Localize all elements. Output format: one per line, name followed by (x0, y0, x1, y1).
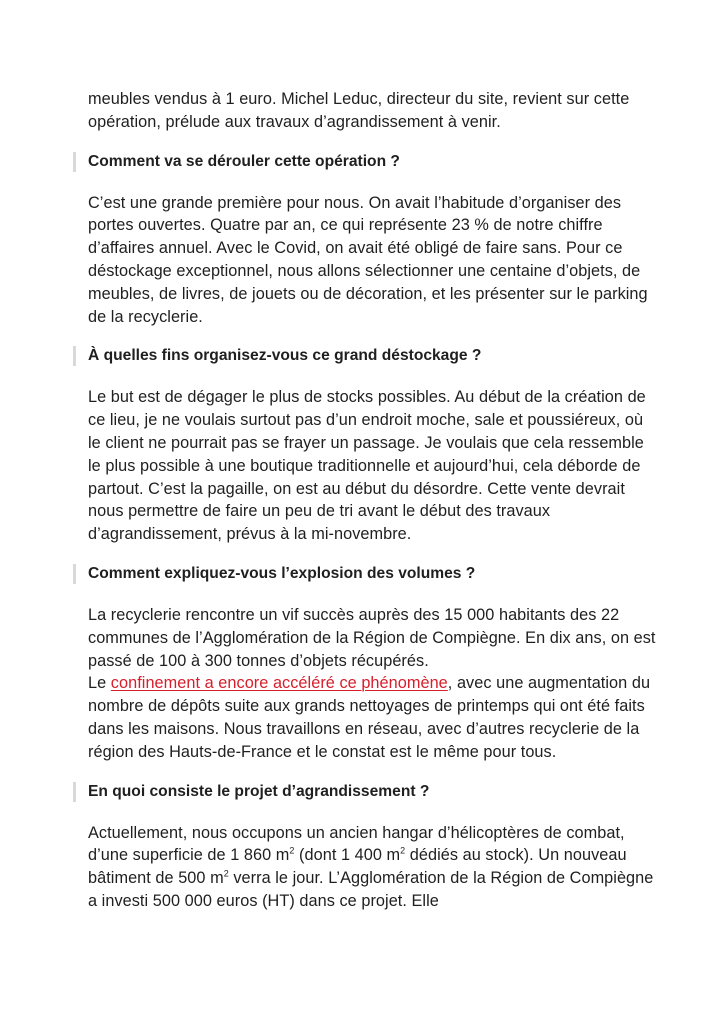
quote-bar (73, 564, 76, 584)
question-text: Comment expliquez-vous l’explosion des volumes ? (88, 564, 476, 582)
answer-text: (dont 1 400 m (294, 846, 401, 865)
answer-text: La recyclerie rencontre un vif succès auprès des 15 000 habitants des 22 communes de l’Agglomération de la Région de Compiègne. En dix ans, on est passé de 100 à 300 tonnes d’objets récupérés. (88, 605, 656, 670)
answer-text: Actuellement, nous occupons un ancien hangar d’hélicoptères de combat, d’une superficie de 1 860 m (88, 823, 625, 865)
quote-bar (73, 152, 76, 172)
question-heading-3 (88, 563, 656, 585)
quote-bar (73, 782, 76, 802)
answer-paragraph-2: Le but est de dégager le plus de stocks possibles. Au début de la création de ce lieu, je ne voulais surtout pas d’un endroit moche, sale et poussiéreux, où le client ne pourrait pas se frayer un passage. Je voulais que cela ressemble le plus possible à une boutique traditionnelle et aujourd’hui, cela déborde de partout. C’est la pagaille, on est au début du désordre. Cette vente devrait nous permettre de faire un peu de tri avant le début des travaux d’agrandissement, prévus à la mi-novembre. (88, 388, 646, 544)
answer-paragraph-1: C’est une grande première pour nous. On avait l’habitude d’organiser des portes ouvertes. Quatre par an, ce qui représente 23 % de notre chiffre d’affaires annuel. Avec le Covid, on avait été obligé de faire sans. Pour ce déstockage exceptionnel, nous allons sélectionner une centaine d’objets, de meubles, de livres, de jouets ou de décoration, et les présenter sur le parking de la recyclerie. (88, 193, 648, 326)
confinement-article-link[interactable]: confinement a encore accéléré ce phénomène (110, 674, 448, 693)
question-text: Comment va se dérouler cette opération ? (88, 152, 400, 170)
question-heading-1 (88, 151, 656, 173)
superscript: 2 (400, 845, 406, 856)
question-heading-4 (88, 781, 656, 803)
answer-text: Le (88, 674, 111, 693)
superscript: 2 (289, 845, 295, 856)
question-text: À quelles fins organisez-vous ce grand déstockage ? (88, 347, 482, 365)
question-text: En quoi consiste le projet d’agrandissement ? (88, 782, 430, 800)
article-body (88, 88, 656, 913)
superscript: 2 (223, 868, 229, 879)
quote-bar (73, 346, 76, 366)
answer-text: , avec une augmentation du nombre de dépôts suite aux grands nettoyages de printemps qui ont été faits dans les maisons. Nous travaillons en réseau, avec d’autres recyclerie de la région des Hauts-de-France et le constat est le même pour tous. (88, 674, 651, 761)
answer-text: verra le jour. L’Agglomération de la Région de Compiègne a investi 500 000 euros (HT) dans ce projet. Elle (88, 869, 654, 910)
answer-text: dédiés au stock). Un nouveau bâtiment de 500 m (88, 846, 627, 888)
answer-paragraph-4 (88, 822, 656, 913)
question-heading-2 (88, 345, 656, 367)
intro-paragraph: meubles vendus à 1 euro. Michel Leduc, directeur du site, revient sur cette opération, prélude aux travaux d’agrandissement à venir. (88, 90, 630, 131)
answer-paragraph-3 (88, 604, 656, 764)
